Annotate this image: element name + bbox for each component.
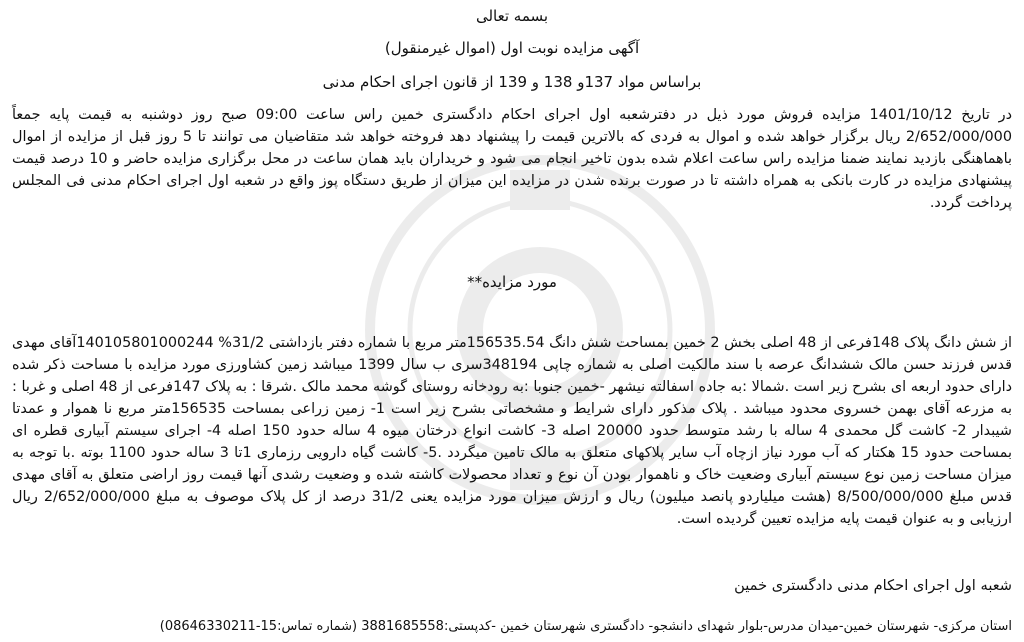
notice-title: آگهی مزایده نوبت اول (اموال غیرمنقول)	[384, 39, 640, 57]
property-description-text: از شش دانگ پلاک 148فرعی از 48 اصلی بخش 2 خمین بمساحت شش دانگ 156535.54متر مربع با شماره دفتر بازداشتی 31/2% 140105801000244آقای مهدی قدس فرزند حسن مالک ششدانگ عرصه با سند مالکیت اصلی به شماره چاپی 348194سری ب سال 1399 میباشد زمین کشاورزی مورد مزایده با مساحت ذکر شده دارای حدود اربعه ای بشرح زیر است .شمالا :به جاده اسفالته نیشهر -خمین جنوبا :به رودخانه روستای گوشه محمد مالک .شرقا : به پلاک 147فرعی از 48 اصلی و غربا : به مزرعه آقای بهمن خسروی محدود میباشد . پلاک مذکور دارای شرایط و مشخصاتی بشرح زیر است 1- زمین زراعی بمساحت 156535متر مربع نا هموار و عمدتا شیبدار 2- کاشت گل محمدی 4 ساله با رشد متوسط حدود 20000 اصله 3- کاشت انواع درختان میوه 4 ساله حدود 150 اصله 4- اجرای سیستم آبیاری قطره ای بمساحت حدود 15 هکتار که آب مورد نیاز ازچاه آب سایر پلاکهای متعلق به مالک تامین میگردد .5- کاشت گیاه دارویی رزماری 1تا 3 ساله حدود 1100 بوته .با توجه به میزان مساحت زمین نوع سیستم آبیاری وضعیت خاک و ناهموار بودن آن نوع و تعداد محصولات کاشته شده و وضعیت رشدی آنها قیمت روز اراضی متعلق به آقای مهدی قدس مبلغ 8/500/000/000 (هشت میلیاردو پانصد میلیون) ریال و ارزش میزان مورد مزایده یعنی 31/2 درصد از کل پلاک موصوف به مبلغ 2/652/000/000 ریال ارزیابی و به عنوان قیمت پایه مزایده تعیین گردیده است.	[12, 335, 1013, 527]
property-description-paragraph	[12, 332, 1012, 530]
legal-basis-line: براساس مواد 137و 138 و 139 از قانون اجرای احکام مدنی	[322, 73, 702, 91]
auction-subject-heading: مورد مزایده**	[467, 273, 557, 291]
issuing-office-signature: شعبه اول اجرای احکام مدنی دادگستری خمین	[734, 577, 1012, 594]
contact-address-footer: استان مرکزی- شهرستان خمین-میدان مدرس-بلوار شهدای دانشجو- دادگستری شهرستان خمین -کدپستی:3881685558 (شماره تماس:15-08646330211)	[159, 619, 1012, 634]
intro-paragraph	[12, 104, 1012, 214]
bismillah-heading: بسمه تعالی	[475, 7, 549, 25]
intro-text: در تاریخ 1401/10/12 مزایده فروش مورد ذیل در دفترشعبه اول اجرای احکام دادگستری خمین راس ساعت 09:00 صبح روز دوشنبه به قیمت پایه جمعاً 2/652/000/000 ریال برگزار خواهد شده و اموال به فردی که بالاترین قیمت را پیشنهاد دهد فروخته خواهد شد متقاضیان می توانند تا 5 روز قبل از مزایده از اموال باهماهنگی بازدید نمایند ضمنا مزایده راس ساعت اعلام شده بدون تاخیر انجام می شود و خریداران باید همان ساعت در محل برگزاری مزایده حاضر و 10 درصد قیمت پیشنهادی مزایده در کارت بانکی به همراه داشته تا در صورت برنده شدن در مزایده این میزان از طریق دستگاه پوز واقع در شعبه اول اجرای احکام مدنی فی المجلس پرداخت گردد.	[12, 107, 1013, 211]
